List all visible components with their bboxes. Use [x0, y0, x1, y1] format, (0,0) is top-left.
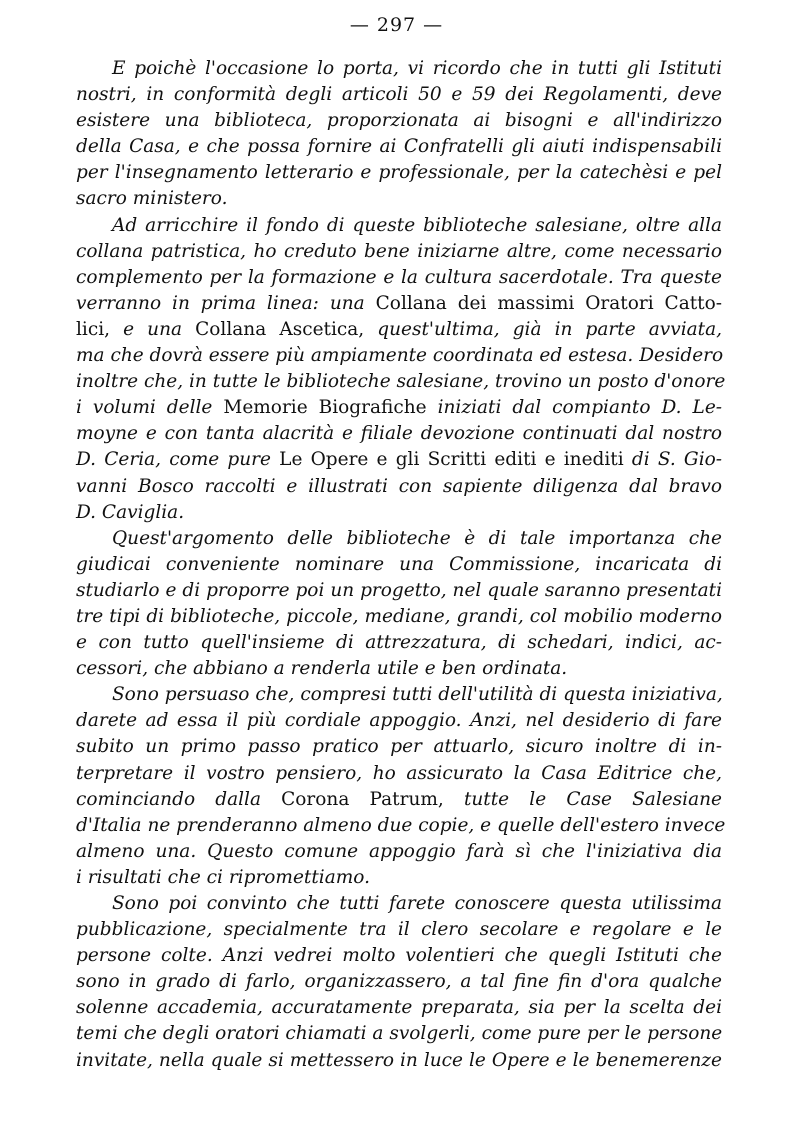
italic-text: D. Ceria, come pure — [76, 449, 280, 471]
text-line — [76, 213, 722, 239]
italic-text: complemento per la formazione e la cultura sacerdotale. Tra queste — [76, 266, 722, 288]
text-line — [76, 343, 722, 369]
text-line — [76, 82, 722, 108]
text-line — [76, 108, 722, 134]
italic-text: vanni Bosco raccolti e illustrati con sapiente diligenza dal bravo — [76, 475, 722, 497]
paragraph — [76, 56, 722, 213]
body-text — [76, 56, 726, 1074]
text-line — [76, 421, 722, 447]
text-line — [76, 1048, 722, 1074]
text-line — [76, 239, 722, 265]
text-line — [76, 682, 722, 708]
roman-text: Memorie Biografiche — [223, 397, 427, 419]
italic-text: persone colte. Anzi vedrei molto volentieri che quegli Istituti che — [76, 945, 722, 967]
text-line — [76, 160, 722, 186]
italic-text: pubblicazione, specialmente tra il clero secolare e regolare e le — [76, 919, 722, 941]
text-line — [76, 474, 722, 500]
text-line — [76, 317, 722, 343]
italic-text: verranno in prima linea: una — [76, 292, 376, 314]
text-line — [76, 995, 722, 1021]
italic-text: Ad arricchire il fondo di queste biblioteche salesiane, oltre alla — [112, 214, 722, 236]
page-number: — 297 — — [349, 14, 444, 36]
text-line — [76, 787, 722, 813]
italic-text: e con tutto quell'insieme di attrezzatura, di schedari, indici, ac- — [76, 632, 722, 654]
italic-text: nostri, in conformità degli articoli 50 e 59 dei Regolamenti, deve — [76, 84, 722, 106]
italic-text: solenne accademia, accuratamente preparata, sia per la scelta dei — [76, 997, 722, 1019]
roman-text: Collana dei massimi Oratori Catto- — [375, 292, 723, 314]
roman-text: Le Opere e gli Scritti editi e inediti — [279, 449, 624, 471]
text-line — [76, 291, 722, 317]
italic-text: quest'ultima, già in parte avviata, — [364, 318, 722, 340]
text-line — [76, 813, 726, 839]
italic-text: e una — [110, 318, 196, 340]
italic-text: sacro ministero. — [76, 188, 228, 210]
text-line — [76, 630, 722, 656]
italic-text: D. Caviglia. — [76, 501, 185, 523]
italic-text: subito un primo passo pratico per attuarlo, sicuro inoltre di in- — [76, 736, 722, 758]
italic-text: tutte le Case Salesiane — [443, 788, 722, 810]
italic-text: terpretare il vostro pensiero, ho assicurato la Casa Editrice che, — [76, 762, 722, 784]
italic-text: invitate, nella quale si mettessero in luce le Opere e le benemerenze — [76, 1049, 722, 1071]
italic-text: cessori, che abbiano a renderla utile e ben ordinata. — [76, 658, 568, 680]
italic-text: inoltre che, in tutte le biblioteche salesiane, trovino un posto d'onore — [76, 371, 726, 393]
italic-text: i risultati che ci ripromettiamo. — [76, 866, 370, 888]
text-line — [76, 578, 722, 604]
text-line — [76, 395, 722, 421]
text-line — [76, 734, 722, 760]
text-line — [76, 969, 722, 995]
text-line — [76, 369, 726, 395]
roman-text: Collana Ascetica, — [195, 318, 365, 340]
text-line — [76, 604, 722, 630]
text-line — [76, 708, 722, 734]
italic-text: esistere una biblioteca, proporzionata ai bisogni e all'indirizzo — [76, 110, 722, 132]
italic-text: Quest'argomento delle biblioteche è di tale importanza che — [112, 527, 722, 549]
italic-text: iniziati dal compianto D. Le- — [426, 397, 723, 419]
italic-text: Sono persuaso che, compresi tutti dell'utilità di questa iniziativa, — [112, 684, 723, 706]
italic-text: collana patristica, ho creduto bene iniziarne altre, come necessario — [76, 240, 722, 262]
text-line — [76, 500, 722, 526]
italic-text: della Casa, e che possa fornire ai Confratelli gli aiuti indispensabili — [76, 136, 722, 158]
paragraph — [76, 891, 722, 1074]
text-line — [76, 917, 722, 943]
text-line — [76, 186, 722, 212]
italic-text: moyne e con tanta alacrità e filiale devozione continuati dal nostro — [76, 423, 722, 445]
italic-text: i volumi delle — [76, 397, 224, 419]
text-line — [76, 656, 722, 682]
italic-text: d'Italia ne prenderanno almeno due copie, e quelle dell'estero invece — [76, 814, 726, 836]
italic-text: di S. Gio- — [623, 449, 722, 471]
italic-text: cominciando dalla — [76, 788, 282, 810]
roman-text: Corona Patrum, — [281, 788, 444, 810]
italic-text: temi che degli oratori chiamati a svolgerli, come pure per le persone — [76, 1023, 723, 1045]
text-line — [76, 943, 722, 969]
italic-text: almeno una. Questo comune appoggio farà sì che l'iniziativa dia — [76, 840, 722, 862]
text-line — [76, 865, 722, 891]
text-line — [76, 1021, 722, 1047]
text-line — [76, 839, 722, 865]
text-line — [76, 891, 722, 917]
roman-text: lici, — [76, 318, 110, 340]
text-line — [76, 265, 722, 291]
italic-text: per l'insegnamento letterario e professionale, per la catechèsi e pel — [76, 162, 722, 184]
paragraph — [76, 682, 726, 891]
paragraph — [76, 213, 726, 526]
italic-text: giudicai conveniente nominare una Commissione, incaricata di — [76, 553, 722, 575]
text-line — [76, 447, 722, 473]
text-line — [76, 761, 722, 787]
paragraph — [76, 526, 722, 683]
italic-text: E poichè l'occasione lo porta, vi ricordo che in tutti gli Istituti — [112, 58, 722, 79]
text-line — [76, 134, 722, 160]
italic-text: Sono poi convinto che tutti farete conoscere questa utilissima — [112, 893, 722, 914]
italic-text: tre tipi di biblioteche, piccole, mediane, grandi, col mobilio moderno — [76, 605, 722, 627]
italic-text: sono in grado di farlo, organizzassero, a tal fine fin d'ora qualche — [76, 971, 722, 993]
italic-text: darete ad essa il più cordiale appoggio. Anzi, nel desiderio di fare — [76, 710, 722, 732]
italic-text: ma che dovrà essere più ampiamente coordinata ed estesa. Desidero — [76, 345, 724, 367]
text-line — [76, 552, 722, 578]
text-line — [76, 56, 722, 82]
text-line — [76, 526, 722, 552]
italic-text: studiarlo e di proporre poi un progetto, nel quale saranno presentati — [76, 579, 722, 601]
